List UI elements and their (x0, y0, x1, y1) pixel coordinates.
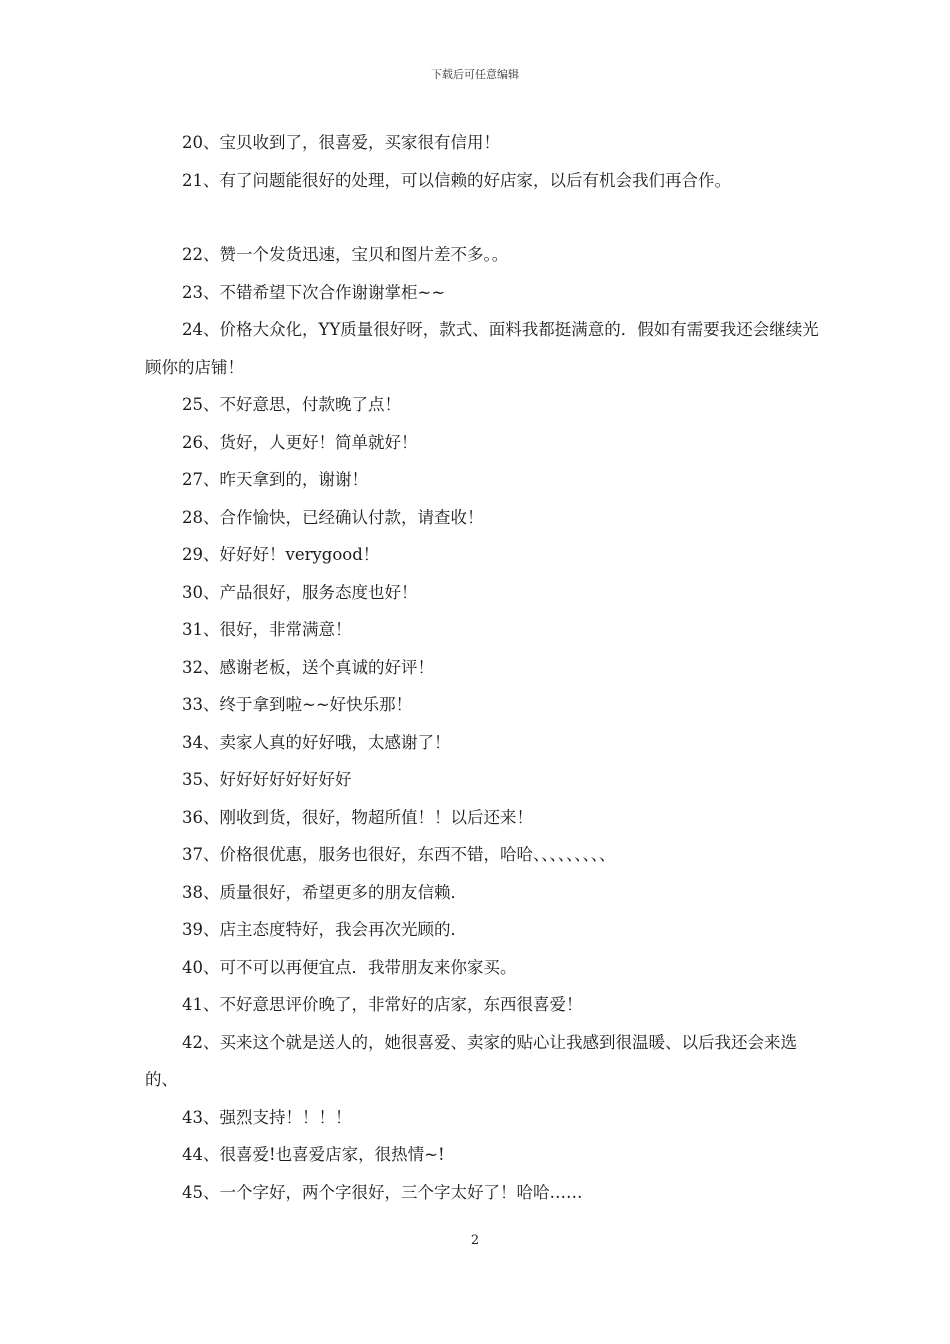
list-item: 32、感谢老板，送个真诚的好评！ (182, 657, 434, 677)
list-item: 34、卖家人真的好好哦，太感谢了！ (182, 732, 451, 752)
list-item: 22、赞一个发货迅速，宝贝和图片差不多。。 (182, 245, 509, 264)
list-item: 27、昨天拿到的，谢谢！ (182, 470, 368, 489)
list-item: 43、强烈支持！！！！ (182, 1107, 352, 1127)
list-item: 42、买来这个就是送人的，她很喜爱、卖家的贴心让我感到很温暖、以后我还会来选的、 (145, 1032, 797, 1089)
list-item: 29、好好好！verygood！ (182, 545, 380, 564)
list-item: 23、不错希望下次合作谢谢掌柜~~ (182, 282, 446, 302)
list-item: 44、很喜爱!也喜爱店家，很热情~! (182, 1145, 445, 1164)
list-item: 24、价格大众化，YY质量很好呀，款式、面料我都挺满意的．假如有需要我还会继续光顾你的店铺！ (145, 320, 819, 377)
list-item: 45、一个字好，两个字很好，三个字太好了！哈哈…… (182, 1182, 583, 1202)
list-item: 31、很好，非常满意！ (182, 620, 352, 639)
page-header: 下载后可任意编辑 (431, 68, 519, 81)
list-item: 40、可不可以再便宜点．我带朋友来你家买。 (182, 957, 517, 977)
list-item: 35、好好好好好好好好 (182, 770, 352, 789)
review-list (145, 124, 825, 1211)
list-item: 36、刚收到货，很好，物超所值！！以后还来！ (182, 807, 533, 827)
list-item: 39、店主态度特好，我会再次光顾的． (182, 920, 467, 939)
list-item: 30、产品很好，服务态度也好！ (182, 582, 418, 602)
list-item: 25、不好意思，付款晚了点！ (182, 395, 401, 414)
list-item: 26、货好，人更好！简单就好！ (182, 432, 418, 452)
list-item: 38、质量很好，希望更多的朋友信赖． (182, 882, 467, 902)
list-item: 28、合作愉快，已经确认付款，请查收！ (182, 507, 484, 527)
list-item: 21、有了问题能很好的处理，可以信赖的好店家，以后有机会我们再合作。 (182, 170, 731, 190)
list-item: 41、不好意思评价晚了，非常好的店家，东西很喜爱！ (182, 995, 583, 1014)
list-item: 37、价格很优惠，服务也很好，东西不错，哈哈、、、、、、、、、 (182, 845, 616, 864)
list-item: 33、终于拿到啦~~好快乐那！ (182, 695, 413, 714)
page-number: 2 (470, 1233, 480, 1248)
list-item: 20、宝贝收到了，很喜爱，买家很有信用！ (182, 133, 500, 152)
